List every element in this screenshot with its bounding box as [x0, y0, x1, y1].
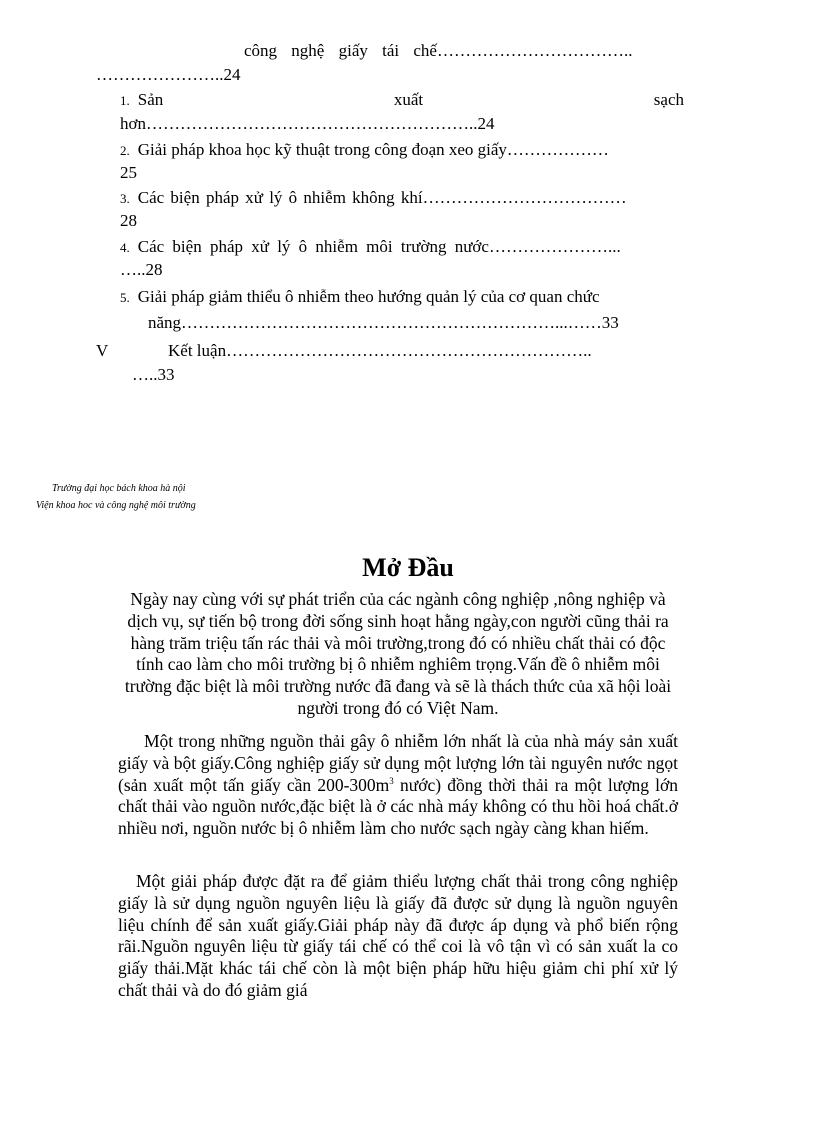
- header-university: Trường đại học bách khoa hà nội: [52, 483, 186, 494]
- page-title: Mở Đầu: [362, 553, 454, 582]
- toc-item-2: 2. Giải pháp khoa học kỹ thuật trong công đoạn xeo giấy………………: [120, 140, 609, 159]
- toc-item-1: 1. Sản xuất sạch: [120, 90, 684, 109]
- paragraph-paper-industry: Một trong những nguồn thải gây ô nhiễm lớn nhất là của nhà máy sản xuất giấy và bột giấy.Công nghiệp giấy sử dụng một lượng lớn tài nguyên nước ngọt (sản xuất một tấn giấy cần $200-300m^3$ nước) đồng thời thải ra một lượng lớn chất thải vào nguồn nước,đặc biệt là ở các nhà máy không có thu hồi hoá chất.ở nhiều nơi, nguồn nước bị ô nhiễm làm cho nước sạch ngày càng khan hiếm.: [118, 731, 678, 839]
- paragraph-intro: Ngày nay cùng với sự phát triển của các ngành công nghiệp ,nông nghiệp và dịch vụ, sự tiến bộ trong đời sống sinh hoạt hằng ngày,con người cũng thải ra hàng trăm triệu tấn rác thải và môi trường,trong đó có nhiều chất thải có độc tính cao làm cho môi trường bị ô nhiễm nghiêm trọng.Vấn đề ô nhiễm môi trường đặc biệt là môi trường nước đã đang và sẽ là thách thức của xã hội loài người trong đó có Việt Nam.: [124, 589, 672, 718]
- toc-conclusion-cont: …..33: [132, 365, 175, 384]
- toc-item-5-cont: năng…………………………………………………………...……33: [148, 313, 619, 332]
- toc-intro-line2: …………………..24: [96, 65, 241, 84]
- paragraph-recycling: Một giải pháp được đặt ra để giảm thiểu lượng chất thải trong công nghiệp giấy là sử dụng nguồn nguyên liệu là giấy đã được sử dụng là nguồn nguyên liệu chính để sản xuất giấy.Giải pháp này đã được áp dụng và phổ biến rộng rãi.Nguồn nguyên liệu từ giấy tái chế có thể coi là vô tận vì có sản xuất la co giấy thải.Mặt khác tái chế còn là một biện pháp hữu hiệu giảm chi phí xử lý chất thải và do đó giảm giá: [118, 871, 678, 1000]
- toc-conclusion-num: V: [96, 341, 109, 360]
- toc-intro-line1: công nghệ giấy tái chế……………………………..: [244, 41, 633, 60]
- toc-item-1-cont: hơn…………………………………………………..24: [120, 114, 495, 133]
- toc-item-4: 4. Các biện pháp xử lý ô nhiễm môi trường nước…………………...: [120, 237, 621, 256]
- toc-conclusion: Kết luận………………………………………………………..: [168, 341, 592, 360]
- toc-item-4-cont: …..28: [120, 260, 163, 279]
- header-institute: Viện khoa hoc và công nghệ môi trường: [36, 500, 196, 511]
- toc-item-3: 3. Các biện pháp xử lý ô nhiễm không khí………………………………: [120, 188, 627, 207]
- toc-item-2-cont: 25: [120, 163, 137, 182]
- toc-item-5: 5. Giải pháp giảm thiểu ô nhiễm theo hướng quản lý của cơ quan chức: [120, 287, 600, 306]
- toc-item-3-cont: 28: [120, 211, 137, 230]
